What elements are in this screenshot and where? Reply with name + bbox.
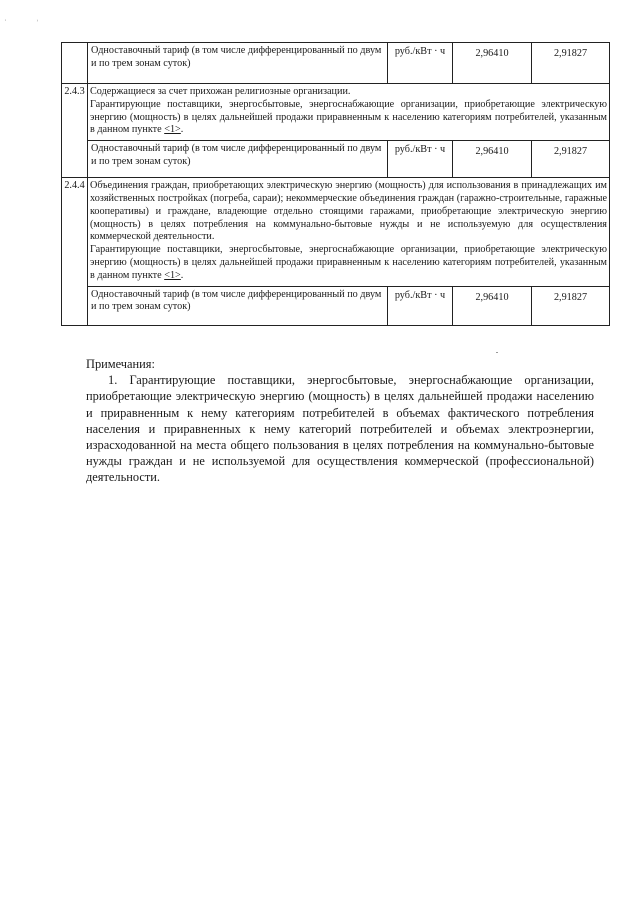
tariff-value-first-half: 2,96410 — [453, 286, 532, 325]
tariff-description: Одноставочный тариф (в том числе дифференцированный по двум и по трем зонам суток) — [88, 141, 388, 178]
table-row-tariff — [62, 286, 610, 325]
table-row-tariff — [62, 141, 610, 178]
tariff-table — [61, 42, 610, 326]
tariff-value-first-half: 2,96410 — [453, 43, 532, 84]
table-row-tariff — [62, 43, 610, 84]
row-number — [62, 43, 88, 84]
tariff-value-second-half: 2,91827 — [532, 43, 610, 84]
scan-dot — [496, 352, 498, 353]
tariff-value-second-half: 2,91827 — [532, 286, 610, 325]
notes-title: Примечания: — [86, 357, 155, 371]
section-text: Гарантирующие поставщики, энергосбытовые, энергоснабжающие организации, приобретающие электрическую энергию (мощность) в целях дальнейшей продажи приравненным к населению категориям потребителей, указанным в данном пункте <1>. — [90, 98, 607, 136]
note-item: 1. Гарантирующие поставщики, энергосбытовые, энергоснабжающие организации, приобретающие электрическую энергию (мощность) в целях дальнейшей продажи населению и приравненным к нему категориям потребителей в объемах фактического потребления населения и приравненных к нему категорий потребителей и объемах электроэнергии, израсходованной на места общего пользования в целях потребления на коммунально-бытовые нужды граждан и не используемой для осуществления коммерческой (профессиональной) деятельности. — [86, 373, 594, 485]
section-description — [88, 178, 610, 286]
tariff-unit: руб./кВт · ч — [388, 43, 453, 84]
section-number: 2.4.3 — [62, 84, 88, 178]
tariff-value-second-half: 2,91827 — [532, 141, 610, 178]
tariff-unit: руб./кВт · ч — [388, 141, 453, 178]
scan-mark: ˒ — [36, 15, 39, 24]
tariff-unit: руб./кВт · ч — [388, 286, 453, 325]
table-row-section — [62, 84, 610, 141]
footnote-link[interactable]: <1> — [164, 269, 181, 281]
section-number: 2.4.4 — [62, 178, 88, 325]
tariff-value-first-half: 2,96410 — [453, 141, 532, 178]
notes-block — [86, 356, 594, 486]
section-title: Объединения граждан, приобретающих электрическую энергию (мощность) для использования в принадлежащих им хозяйственных постройках (погреба, сараи); некоммерческие объединения граждан (гаражно-строительные, гаражные кооперативы) и граждане, владеющие отдельно стоящими гаражами, приобретающие электрическую энергию (мощность) в целях потребления на коммунально-бытовые нужды и не используемую для осуществления коммерческой деятельности. — [90, 180, 607, 243]
section-title: Содержащиеся за счет прихожан религиозные организации. — [90, 86, 351, 97]
scan-mark: ˙ — [4, 18, 7, 27]
section-description — [88, 84, 610, 141]
footnote-link[interactable]: <1> — [164, 124, 181, 136]
table-row-section — [62, 178, 610, 286]
tariff-description: Одноставочный тариф (в том числе дифференцированный по двум и по трем зонам суток) — [88, 286, 388, 325]
section-text: Гарантирующие поставщики, энергосбытовые, энергоснабжающие организации, приобретающие электрическую энергию (мощность) в целях дальнейшей продажи приравненным к населению категориям потребителей, указанным в данном пункте <1>. — [90, 244, 607, 281]
tariff-description: Одноставочный тариф (в том числе дифференцированный по двум и по трем зонам суток) — [88, 43, 388, 84]
